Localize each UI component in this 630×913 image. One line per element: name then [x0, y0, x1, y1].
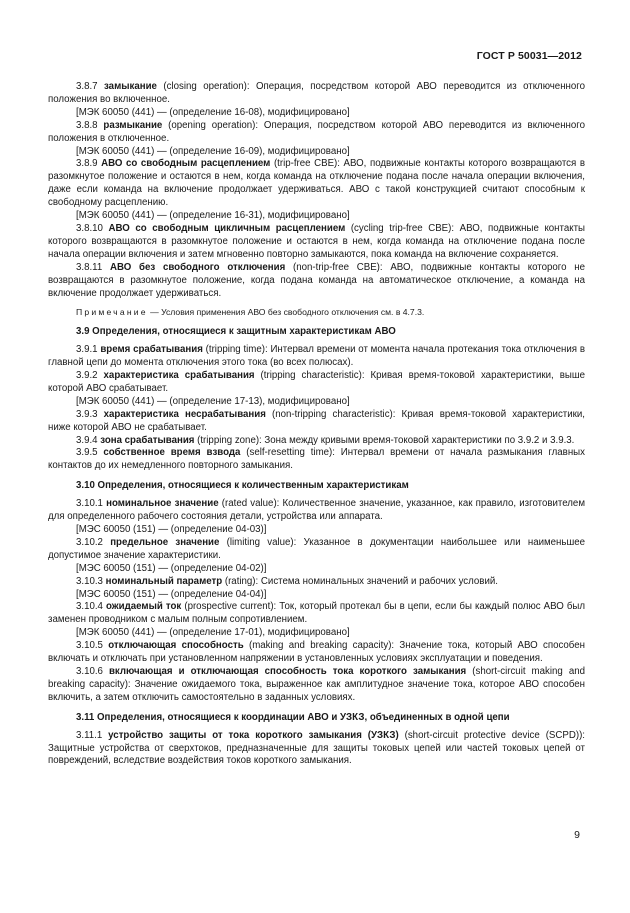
definition-3-11-1: 3.11.1 устройство защиты от тока короткого замыкания (УЗКЗ) (short-circuit protective device (SCPD)): Защитные устройства от сверхтоков, предназначенные для защиты токовых цепей или частей токовых цепей от повреждений, вследствие воздействия токов короткого замыкания.	[48, 729, 585, 767]
note: Примечание — Условия применения АВО без свободного отключения см. в 4.7.3.	[76, 307, 425, 318]
definition-3-9-4: 3.9.4 зона срабатывания (tripping zone): Зона между кривыми время-токовой характеристики по 3.9.2 и 3.9.3.	[76, 434, 575, 446]
reference: [МЭС 60050 (151) — (определение 04-04)]	[76, 588, 267, 600]
definition-3-9-2: 3.9.2 характеристика срабатывания (tripping characteristic): Кривая время-токовой характеристики, выше которой АВО срабатывает.	[48, 370, 585, 394]
reference: [МЭК 60050 (441) — (определение 17-13), модифицировано]	[76, 395, 350, 407]
reference: [МЭК 60050 (441) — (определение 16-09), модифицировано]	[76, 145, 350, 157]
reference: [МЭС 60050 (151) — (определение 04-02)]	[76, 562, 267, 574]
definition-3-10-4: 3.10.4 ожидаемый ток (prospective current): Ток, который протекал бы в цепи, если бы каждый полюс АВО был заменен проводником с малым полным сопротивлением.	[48, 601, 585, 626]
note-label: Примечание	[76, 307, 148, 318]
reference: [МЭК 60050 (441) — (определение 16-08), модифицировано]	[76, 106, 350, 118]
definition-3-8-10: 3.8.10 АВО со свободным цикличным расцеплением (cycling trip-free CBE): АВО, подвижные контакты которого возвращаются в разомкнутое положение и остаются в нем, когда команда на отключение подана после начала операции включения и затем мгновенно повторно замыкаются, пока команда на включение сохраняется.	[48, 222, 585, 260]
definition-3-9-5: 3.9.5 собственное время взвода (self-resetting time): Интервал времени от начала размыкания главных контактов до их немедленного повторного замыкания.	[48, 447, 585, 472]
definition-3-9-1: 3.9.1 время срабатывания (tripping time): Интервал времени от момента начала протекания тока отключения в главной цепи до момента отключения этого тока (во всех полюсах).	[48, 344, 585, 369]
reference: [МЭК 60050 (441) — (определение 16-31), модифицировано]	[76, 210, 350, 222]
document-body	[48, 81, 585, 768]
definition-3-8-7: 3.8.7 замыкание (closing operation): Операция, посредством которой АВО переводится из отключенного положения во включенное.	[48, 81, 585, 105]
definition-3-10-5: 3.10.5 отключающая способность (making and breaking capacity): Значение тока, который АВО способен включать и отключать при установленном напряжении в установленных условиях эксплуатации и поведения.	[48, 640, 585, 665]
reference: [МЭК 60050 (441) — (определение 17-01), модифицировано]	[76, 627, 350, 639]
definition-3-10-6: 3.10.6 включающая и отключающая способность тока короткого замыкания (short-circuit making and breaking capacity): Значение ожидаемого тока, выраженное как амплитудное значение тока, которое АВО способен включить, а затем отключить самостоятельно в заданных условиях.	[48, 665, 585, 703]
page-number: 9	[574, 829, 580, 841]
definition-3-8-9: 3.8.9 АВО со свободным расцеплением (trip-free CBE): АВО, подвижные контакты которого возвращаются в разомкнутое положение и остаются в нем, когда команда на отключение подана после начала операции включения, даже если команда на включение продолжает удерживаться. АВО с такой конструкцией считают способным к свободному расцеплению.	[48, 158, 585, 209]
reference: [МЭС 60050 (151) — (определение 04-03)]	[76, 524, 267, 535]
definition-3-9-3: 3.9.3 характеристика несрабатывания (non-tripping characteristic): Кривая время-токовой характеристики, ниже которой АВО не срабатывает.	[48, 408, 585, 433]
definition-3-8-11: 3.8.11 АВО без свободного отключения (non-trip-free CBE): АВО, подвижные контакты которого не возвращаются в разомкнутое положение, когда подана команда на автоматическое отключение, а команда на включение продолжает удерживаться.	[48, 261, 585, 299]
section-heading-3-11: 3.11 Определения, относящиеся к координации АВО и УЗКЗ, объединенных в одной цепи	[76, 711, 510, 723]
definition-3-10-2: 3.10.2 предельное значение (limiting value): Указанное в документации наибольшее или наименьшее допустимое значение характеристики.	[48, 536, 585, 561]
definition-3-10-1: 3.10.1 номинальное значение (rated value): Количественное значение, указанное, как правило, изготовителем для определенного рабочего состояния детали, устройства или аппарата.	[48, 498, 585, 523]
definition-3-8-8: 3.8.8 размыкание (opening operation): Операция, посредством которой АВО переводится из включенного положения в отключенное.	[48, 119, 585, 144]
definition-3-10-3: 3.10.3 номинальный параметр (rating): Система номинальных значений и рабочих условий.	[76, 575, 498, 587]
section-heading-3-9: 3.9 Определения, относящиеся к защитным характеристикам АВО	[76, 326, 396, 338]
section-heading-3-10: 3.10 Определения, относящиеся к количественным характеристикам	[76, 480, 409, 492]
document-header: ГОСТ Р 50031—2012	[476, 50, 582, 62]
